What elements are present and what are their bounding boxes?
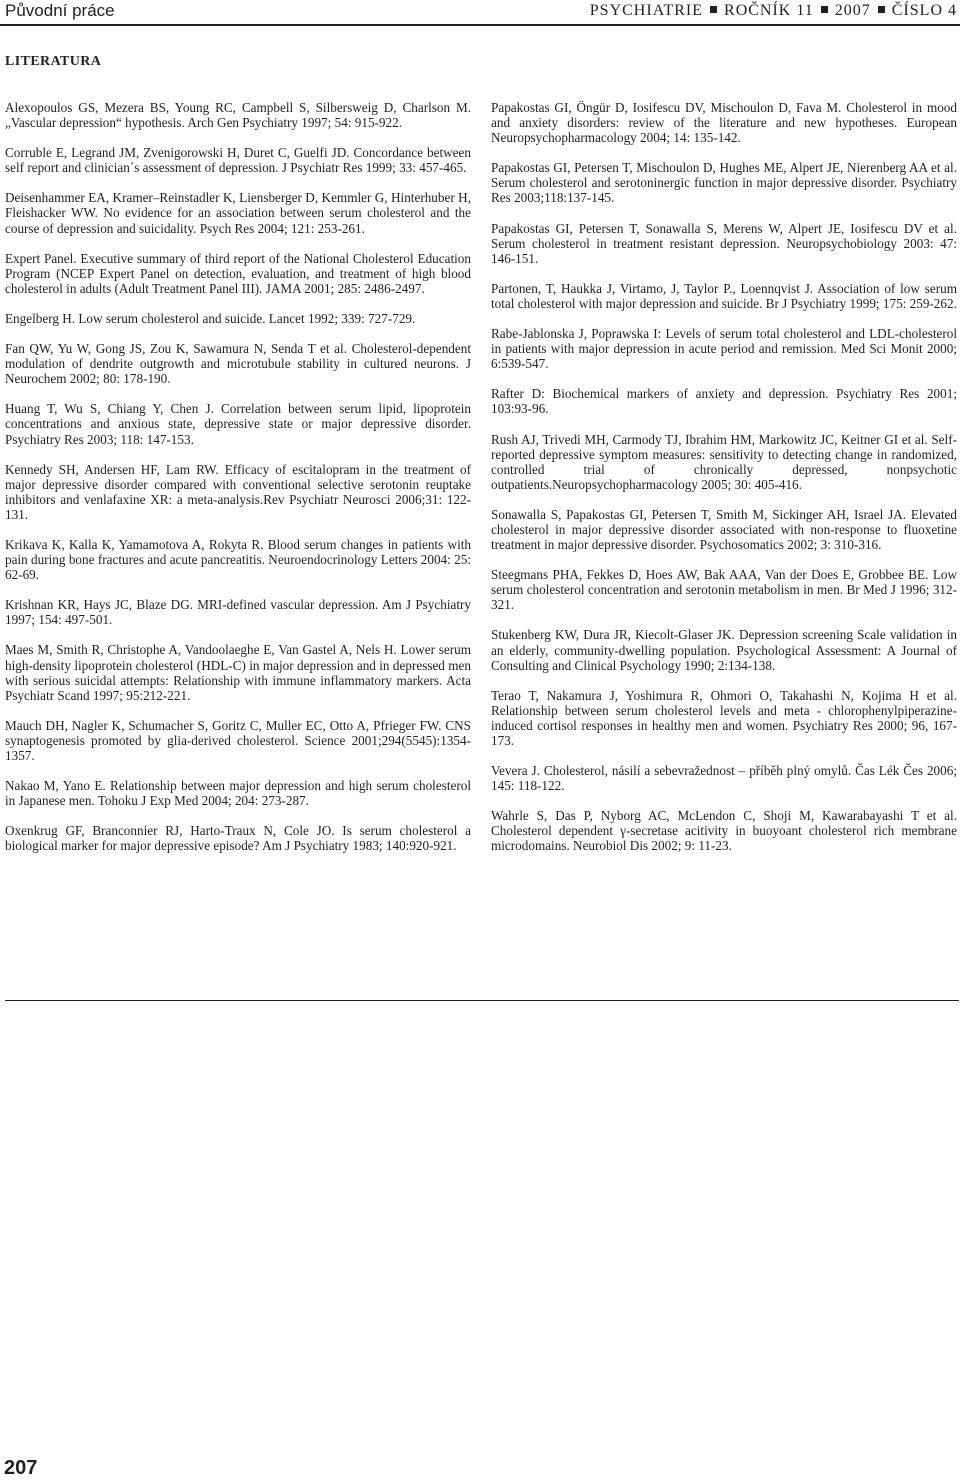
page-number: 207 — [4, 1457, 38, 1479]
journal-year: 2007 — [834, 2, 871, 19]
reference-item: Steegmans PHA, Fekkes D, Hoes AW, Bak AAA, Van der Does E, Grobbee BE. Low serum cholesterol concentration and serotonin metabolism in men. Br Med J 1996; 312-321. — [491, 567, 957, 613]
reference-item: Oxenkrug GF, Branconnier RJ, Harto-Traux N, Cole JO. Is serum cholesterol a biological marker for major depressive episode? Am J Psychiatry 1983; 140:920-921. — [5, 823, 471, 854]
square-bullet-icon — [710, 6, 717, 13]
section-title: LITERATURA — [5, 54, 102, 69]
reference-item: Engelberg H. Low serum cholesterol and suicide. Lancet 1992; 339: 727-729. — [5, 310, 416, 326]
reference-item: Krishnan KR, Hays JC, Blaze DG. MRI-defined vascular depression. Am J Psychiatry 1997; 154: 497-501. — [5, 597, 471, 628]
reference-item: Krikava K, Kalla K, Yamamotova A, Rokyta R. Blood serum changes in patients with pain during bone fractures and acute pancreatitis. Neuroendocrinology Letters 2004: 25: 62-69. — [5, 536, 471, 583]
journal-name: PSYCHIATRIE — [589, 2, 704, 19]
reference-item: Fan QW, Yu W, Gong JS, Zou K, Sawamura N, Senda T et al. Cholesterol-dependent modulation of dendrite outgrowth and microtubule stability in cultured neurons. J Neurochem 2002; 80: 178-190. — [5, 341, 471, 387]
reference-item: Deisenhammer EA, Kramer–Reinstadler K, Liensberger D, Kemmler G, Hinterhuber H, Fleishacker WW. No evidence for an association between serum cholesterol and the course of depression and suicidality. Psych Res 2004; 121: 253-261. — [5, 190, 471, 236]
section-label: Původní práce — [5, 1, 115, 20]
reference-item: Vevera J. Cholesterol, násilí a sebevražednost – příběh plný omylů. Čas Lék Čes 2006; 145: 118-122. — [491, 763, 957, 794]
reference-item: Papakostas GI, Öngür D, Iosifescu DV, Mischoulon D, Fava M. Cholesterol in mood and anxiety disorders: review of the literature and new hypotheses. European Neuropsychopharmacology 2004; 14: 135-142. — [491, 100, 957, 146]
reference-item: Nakao M, Yano E. Relationship between major depression and high serum cholesterol in Japanese men. Tohoku J Exp Med 2004; 204: 273-287. — [5, 778, 471, 809]
references-left-column — [5, 100, 471, 868]
reference-item: Rush AJ, Trivedi MH, Carmody TJ, Ibrahim HM, Markowitz JC, Keitner GI et al. Self-reported depressive symptom measures: sensitivity to detecting change in randomized, controlled trial of chronically depressed, nonpsychotic outpatients.Neuropsychopharmacology 2005; 30: 405-416. — [491, 431, 957, 492]
square-bullet-icon — [821, 6, 828, 13]
reference-item: Alexopoulos GS, Mezera BS, Young RC, Campbell S, Silbersweig D, Charlson M. „Vascular depression“ hypothesis. Arch Gen Psychiatry 1997; 54: 915-922. — [5, 100, 471, 131]
reference-item: Huang T, Wu S, Chiang Y, Chen J. Correlation between serum lipid, lipoprotein concentrations and anxious state, depressive state or major depressive disorder. Psychiatry Res 2003; 118: 147-153. — [5, 401, 471, 447]
reference-item: Kennedy SH, Andersen HF, Lam RW. Efficacy of escitalopram in the treatment of major depressive disorder compared with conventional selective serotonin reuptake inhibitors and venlafaxine XR: a meta-analysis.Rev Psychiatr Neurosci 2006;31: 122-131. — [5, 461, 471, 522]
reference-item: Sonawalla S, Papakostas GI, Petersen T, Smith M, Sickinger AH, Israel JA. Elevated cholesterol in major depressive disorder associated with non-response to fluoxetine treatment in major depressive disorder. Psychosomatics 2002; 3: 310-316. — [491, 506, 957, 553]
reference-item: Papakostas GI, Petersen T, Mischoulon D, Hughes ME, Alpert JE, Nierenberg AA et al. Serum cholesterol and serotoninergic function in major depressive disorder. Psychiatry Res 2003;118:137-145. — [491, 160, 957, 206]
journal-issue: ČÍSLO 4 — [891, 2, 957, 19]
reference-item: Partonen, T, Haukka J, Virtamo, J, Taylor P., Loennqvist J. Association of low serum total cholesterol with major depression and suicide. Br J Psychiatry 1999; 175: 259-262. — [491, 280, 957, 311]
reference-item: Wahrle S, Das P, Nyborg AC, McLendon C, Shoji M, Kawarabayashi T et al. Cholesterol dependent γ-secretase acitivity in buoyoant cholesterol rich membrane microdomains. Neurobiol Dis 2002; 9: 11-23. — [491, 808, 957, 854]
square-bullet-icon — [878, 6, 885, 13]
reference-item: Stukenberg KW, Dura JR, Kiecolt-Glaser JK. Depression screening Scale validation in an elderly, community-dwelling population. Psychological Assessment: A Journal of Consulting and Clinical Psychology 1990; 2:134-138. — [491, 627, 957, 673]
journal-info — [590, 1, 957, 21]
footer-divider — [5, 1000, 959, 1001]
reference-item: Terao T, Nakamura J, Yoshimura R, Ohmori O, Takahashi N, Kojima H et al. Relationship between serum cholesterol levels and meta - chlorophenylpiperazine-induced cortisol responses in healthy men and women. Psychiatry Res 2000; 96, 167-173. — [491, 687, 957, 748]
journal-volume: ROČNÍK 11 — [724, 2, 814, 19]
reference-item: Rabe-Jablonska J, Poprawska I: Levels of serum total cholesterol and LDL-cholesterol in patients with major depression in acute period and remission. Med Sci Monit 2000; 6:539-547. — [491, 326, 957, 372]
header-divider — [0, 24, 960, 26]
reference-item: Expert Panel. Executive summary of third report of the National Cholesterol Education Program (NCEP Expert Panel on detection, evaluation, and treatment of high blood cholesterol in adults (Adult Treatment Panel III). JAMA 2001; 285: 2486-2497. — [5, 250, 471, 296]
reference-item: Maes M, Smith R, Christophe A, Vandoolaeghe E, Van Gastel A, Nels H. Lower serum high-density lipoprotein cholesterol (HDL-C) in major depression and in depressed men with serious suicidal attempts: Relationship with immune inflammatory markers. Acta Psychiatr Scand 1997; 95:212-221. — [5, 642, 471, 703]
references-right-column — [491, 100, 957, 869]
reference-item: Papakostas GI, Petersen T, Sonawalla S, Merens W, Alpert JE, Iosifescu DV et al. Serum cholesterol in treatment resistant depression. Neuropsychobiology 2003: 47: 146-151. — [491, 220, 957, 266]
reference-item: Mauch DH, Nagler K, Schumacher S, Goritz C, Muller EC, Otto A, Pfrieger FW. CNS synaptogenesis promoted by glia-derived cholesterol. Science 2001;294(5545):1354-1357. — [5, 717, 471, 763]
reference-item: Rafter D: Biochemical markers of anxiety and depression. Psychiatry Res 2001; 103:93-96. — [491, 386, 957, 417]
page-header — [0, 0, 960, 24]
reference-item: Corruble E, Legrand JM, Zvenigorowski H, Duret C, Guelfi JD. Concordance between self report and clinician´s assessment of depression. J Psychiatr Res 1999; 33: 457-465. — [5, 145, 471, 176]
